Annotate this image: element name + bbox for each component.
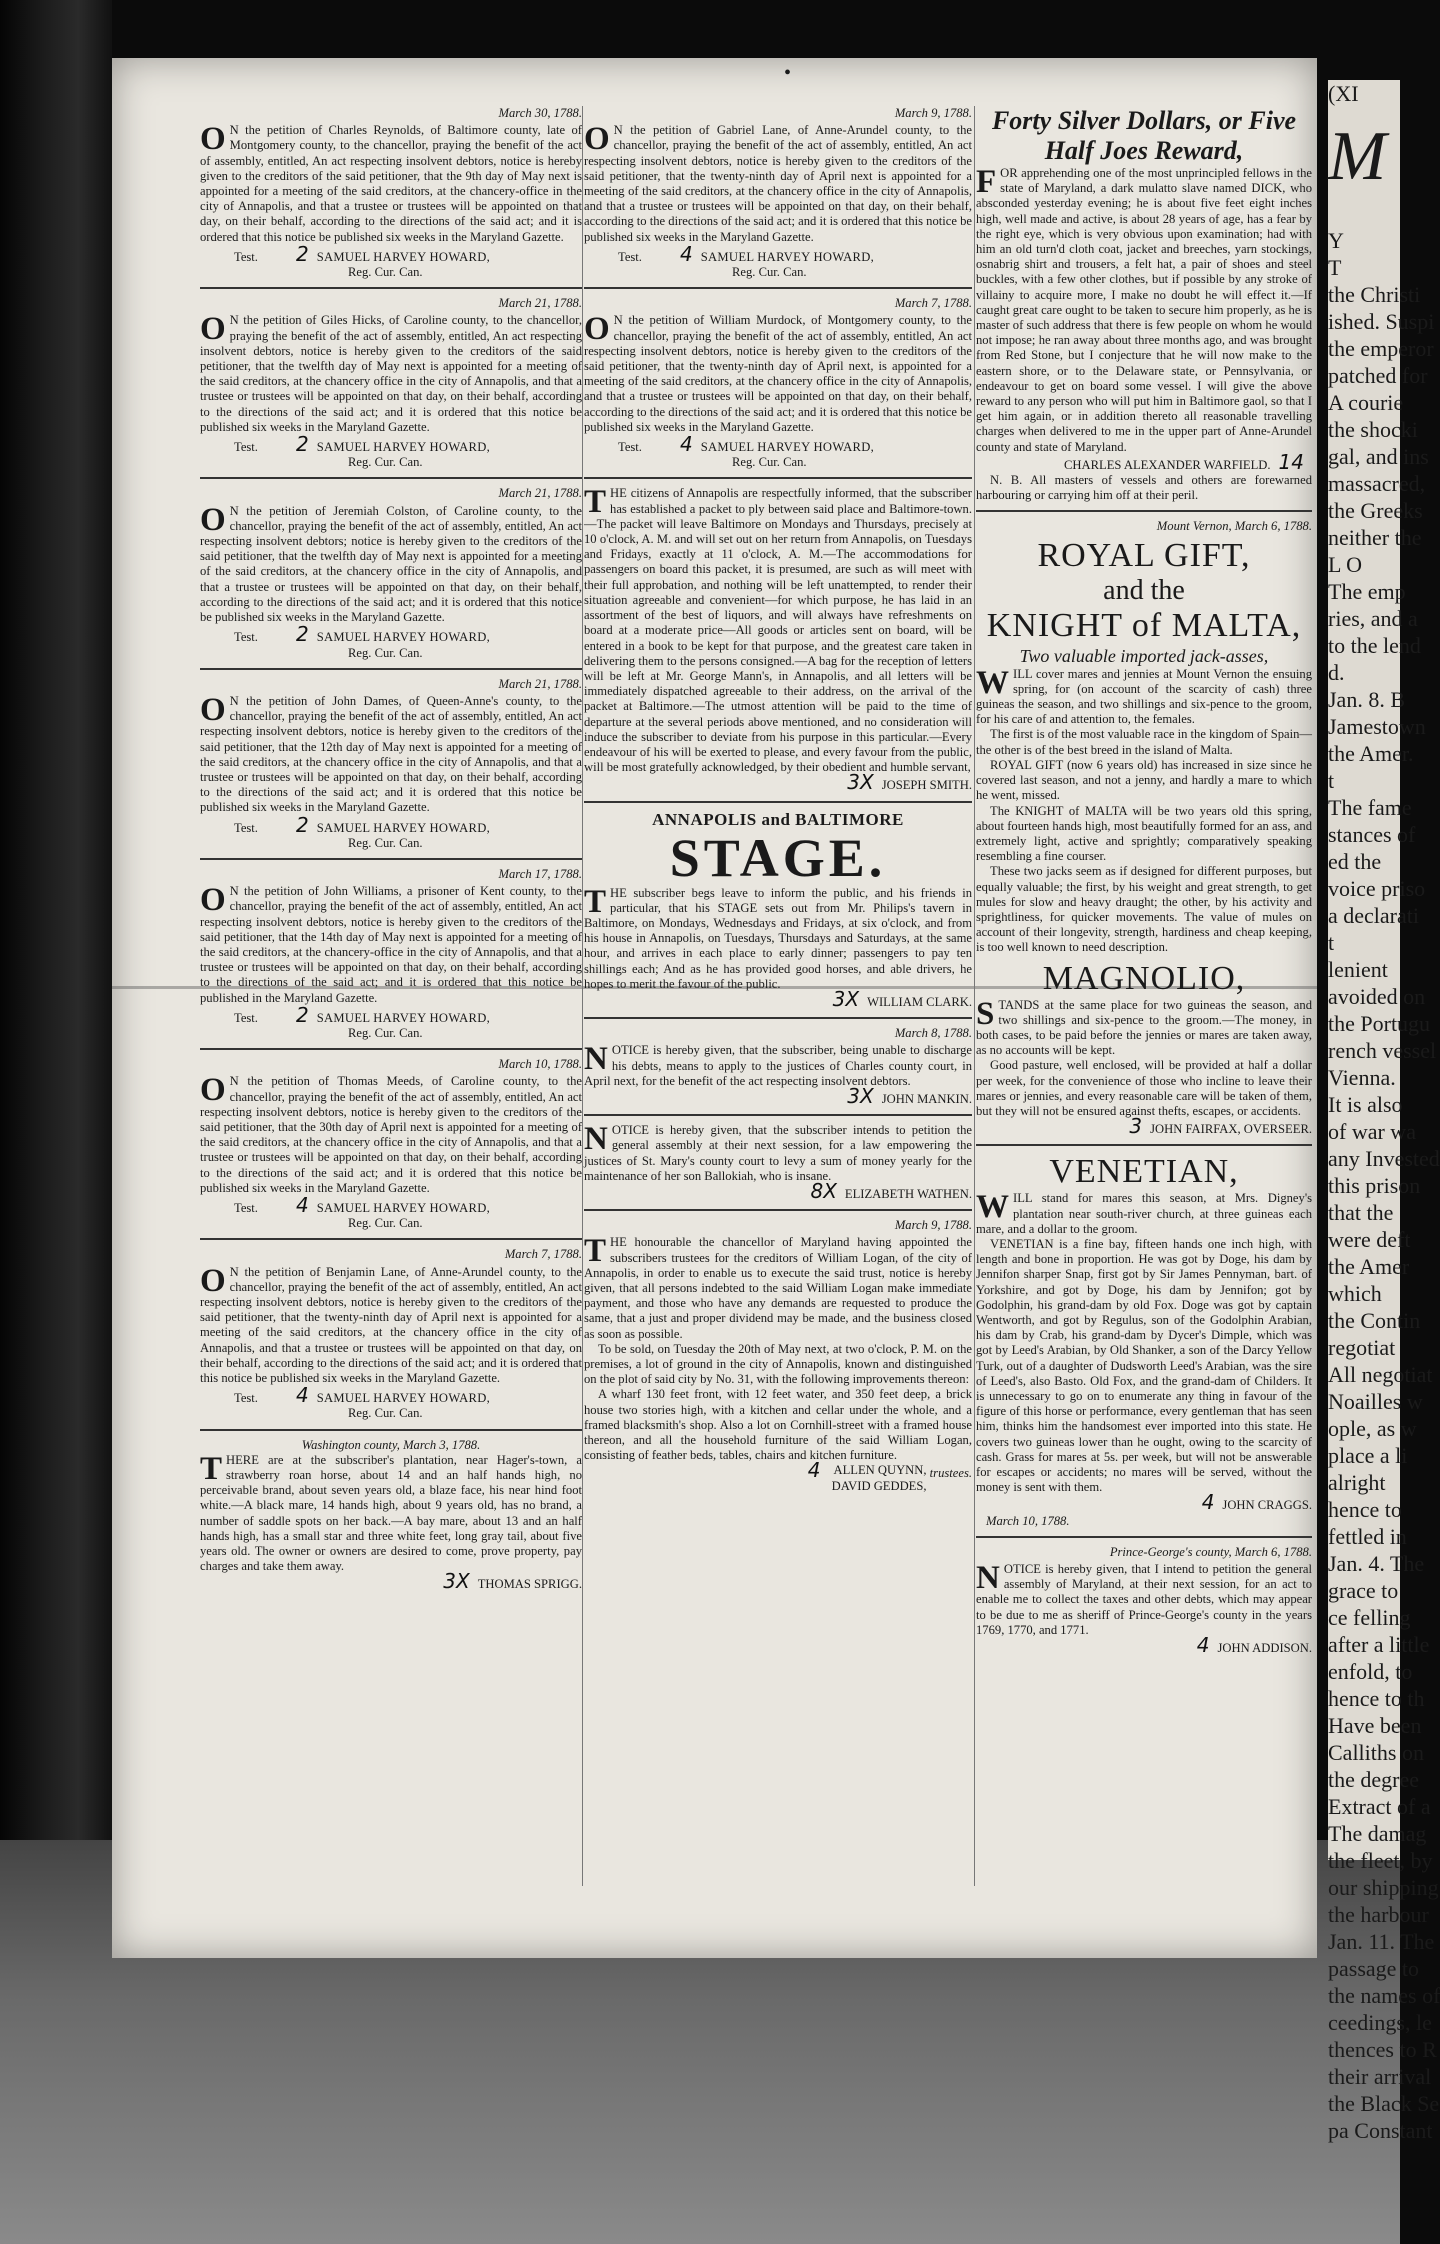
dateline: Mount Vernon, March 6, 1788.	[1156, 519, 1312, 534]
notice-date: March 21, 1788.	[498, 296, 582, 311]
adjacent-page-text: alright	[1328, 1470, 1386, 1495]
adjacent-page-text: L O	[1328, 552, 1363, 577]
stage-notice: ANNAPOLIS and BALTIMORE STAGE. THE subscriber begs leave to inform the public, and his friends in particular, that his STAGE sets out from Mr. Philips's tavern in Baltimore, on Mondays, Wednesdays and Fridays, at six o'clock, and from his house in Annapolis, on Tuesdays, Thursdays and Saturdays, at the same hour, and arrives in each place to early dinner; passengers to pay ten shillings each; And as he has provided good horses, and able drivers, he hopes to merit the favour of the public. 3X WILLIAM CLARK.	[584, 809, 972, 1011]
royal-gift-text-3: ROYAL GIFT (now 6 years old) has increased in size since he covered last season, and not a jenny, and hardly a mare to which he went, missed.	[976, 757, 1312, 803]
royal-gift-text-4: The KNIGHT of MALTA will be two years old this spring, about fourteen hands high, most beautifully formed for an ass, and extremely light, active and sprightly; comparatively speaking resembling a fine courser.	[976, 803, 1312, 864]
column-1	[200, 106, 582, 1597]
adjacent-page-text: t	[1328, 930, 1335, 955]
royal-gift-subtitle: Two valuable imported jack-asses,	[1019, 645, 1269, 666]
adjacent-page-text: the degree	[1328, 1767, 1419, 1792]
divider	[200, 668, 582, 670]
handwritten-mark: 2	[296, 241, 309, 266]
dateline: Prince-George's county, March 6, 1788.	[1109, 1544, 1312, 1559]
logan-property-text: A wharf 130 feet front, with 12 feet water, and 350 feet deep, a brick house two stories high, with a kitchen and cellar under the whole, and a framed blacksmith's shop. Also a lot on Cornhill-street with a framed house thereon, and all the household furniture of the said William Logan, consisting of feather beds, tables, chairs and kitchen furniture.	[584, 1387, 972, 1463]
adjacent-page-text: the Amer	[1328, 1254, 1410, 1279]
column-2	[584, 106, 972, 1498]
divider	[584, 1209, 972, 1211]
handwritten-mark: 2	[296, 432, 309, 457]
signer-title: Reg. Cur. Can.	[732, 455, 807, 470]
adjacent-page-text: ce felling	[1328, 1605, 1411, 1630]
adjacent-page-text: Jan. 8. B	[1328, 687, 1405, 712]
adjacent-page-text: our shipping	[1328, 1875, 1439, 1900]
adjacent-page-text: the names of	[1328, 1983, 1440, 2008]
signer-title: Reg. Cur. Can.	[348, 265, 423, 280]
adjacent-page-text: passage to	[1328, 1956, 1420, 1981]
adjacent-page-text: All negotiat	[1328, 1362, 1433, 1387]
adjacent-page-text: The emp	[1328, 579, 1406, 604]
handwritten-mark: 14	[1278, 449, 1304, 474]
signer: SAMUEL HARVEY HOWARD,	[316, 1010, 491, 1025]
stray-horse-notice	[200, 1438, 582, 1593]
adjacent-page-text: The fame	[1328, 795, 1412, 820]
notice-text: N the petition of John Dames, of Queen-Anne's county, to the chancellor, praying the benefit of the act of assembly, entitled, An act respecting insolvent debtors, notice is hereby given to the creditors of the said petitioner, that the 12th day of May next is appointed for a meeting of the said creditors, at the chancery office in the city of Annapolis, and that a trustee or trustees will be appointed on that day, on their behalf, according to the directions of the said act; and it is ordered that this notice be published six weeks in the Maryland Gazette.	[200, 693, 582, 815]
handwritten-mark: 3X	[847, 1083, 874, 1108]
drop-cap: O	[200, 1262, 226, 1299]
drop-cap: O	[200, 121, 226, 158]
drop-cap: O	[200, 691, 226, 728]
signer-title: Reg. Cur. Can.	[348, 455, 423, 470]
adjacent-page-text: the Greeks	[1328, 498, 1423, 523]
signer: SAMUEL HARVEY HOWARD,	[316, 630, 491, 645]
notice-text: N the petition of Charles Reynolds, of Baltimore county, late of Montgomery county, to the chancellor, praying the benefit of the act of assembly, entitled, An act respecting insolvent debtors, notice is hereby given to the creditors of the said petitioner, that the 9th day of May next is appointed for a meeting of the said creditors, at the chancery-office in the city of Annapolis, and that a trustee or trustees will be appointed on that day, on their behalf, according to the directions of the said act; and it is ordered that this notice be published six weeks in the Maryland Gazette.	[200, 123, 582, 244]
test-label: Test.	[234, 630, 258, 645]
reward-subheadline: Half Joes Reward,	[1044, 136, 1244, 165]
column-3	[976, 106, 1312, 1660]
divider	[200, 1238, 582, 1240]
handwritten-mark: 2	[296, 622, 309, 647]
notice-date: March 7, 1788.	[894, 296, 972, 311]
packet-notice: THE citizens of Annapolis are respectfully informed, that the subscriber has established a packet to ply between said place and Baltimore-town.—The packet will leave Baltimore on Mondays and Thursdays, precisely at 10 o'clock, A. M. and will set out on her return from Annapolis, on Tuesdays and Fridays, exactly at 11 o'clock, A. M.—The accommodations for passengers on board this packet, it is presumed, are such as will meet with their full approbation, and nothing will be left unattempted, to render their situation agreeable and convenient—for which purpose, he has laid in an assortment of the best of liquors, and will always have refreshments on board at a moderate price—All goods or articles sent on board, will be entered in a book to be kept for that purpose, and the greatest care taken in delivering them to the persons consigned.—A bag for the reception of letters will be left at Mr. George Mann's, in Annapolis, and all letters will be immediately dispatched agreeable to their address, on the arrival of the packet at Baltimore.—The utmost attention will be paid to the time of departure at the several periods above mentioned, and no consideration will induce the subscriber to deviate from his purpose in this particular.—Every endeavour of his will be exerted to please, and every favour from the public, will be most gratefully acknowledged, by their obedient and humble servant, 3X JOSEPH SMITH.	[584, 484, 972, 795]
handwritten-mark: 3	[1129, 1114, 1143, 1139]
venetian-text: ILL stand for mares this season, at Mrs. Digney's plantation near south-river church, at three guineas each mare, and a dollar to the groom.	[976, 1191, 1312, 1236]
knight-of-malta-title: KNIGHT of MALTA,	[986, 606, 1302, 644]
insolvency-notice	[584, 296, 972, 470]
drop-cap: O	[200, 1072, 226, 1109]
adjacent-page-text: hence to th	[1328, 1686, 1425, 1711]
handwritten-mark: 4	[296, 1193, 309, 1217]
signer: JOHN FAIRFAX, OVERSEER.	[1150, 1122, 1312, 1137]
newspaper-page	[112, 58, 1317, 1958]
adjacent-page-text: which	[1328, 1281, 1382, 1306]
adjacent-page-text: gal, and ins	[1328, 444, 1429, 469]
test-label: Test.	[618, 249, 642, 264]
signer: CHARLES ALEXANDER WARFIELD.	[1064, 457, 1271, 472]
adjacent-page-text: this prison	[1328, 1173, 1421, 1198]
adjacent-page-text: patched for	[1328, 363, 1428, 388]
handwritten-mark: 3X	[832, 986, 860, 1011]
signer-title: Reg. Cur. Can.	[732, 265, 807, 280]
adjacent-page-text: a declarati	[1328, 903, 1419, 928]
drop-cap: T	[200, 1450, 223, 1487]
page-marker: •	[784, 62, 792, 84]
reward-nb: N. B. All masters of vessels and others are forewarned harbouring or carrying him off at their peril.	[976, 473, 1312, 503]
adjacent-page-text: Vienna.	[1328, 1065, 1396, 1090]
handwritten-mark: 3X	[443, 1569, 470, 1594]
stage-route: ANNAPOLIS and BALTIMORE	[652, 809, 904, 829]
notice-date: March 7, 1788.	[504, 1247, 582, 1262]
packet-text: HE citizens of Annapolis are respectfully informed, that the subscriber has established a packet to ply between said place and Baltimore-town.—The packet will leave Baltimore on Mondays and Thursdays, precisely at 10 o'clock, A. M. and will set out on her return from Annapolis, on Tuesdays and Fridays, exactly at 11 o'clock, A. M.—The accommodations for passengers on board this packet, it is presumed, are such as will meet with their full approbation, and nothing will be left unattempted, to render their situation agreeable and convenient—for which purpose, he has laid in an assortment of the best of liquors, and will always have refreshments on board at a moderate price—All goods or articles sent on board, will be entered in a book to be kept for that purpose, and the greatest care taken in delivering them to the persons consigned.—A bag for the reception of letters will be left at Mr. George Mann's, in Annapolis, and all letters will be immediately dispatched agreeable to their address, on the arrival of the packet at Baltimore.—The utmost attention will be paid to the time of departure at the several periods above mentioned, and no consideration will induce the subscriber to deviate from his purpose in this particular.—Every endeavour of his will be exerted to please, and every favour from the public, will be most gratefully acknowledged, by their obedient and humble servant,	[584, 486, 972, 775]
signer-title: Reg. Cur. Can.	[348, 835, 423, 850]
royal-gift-text-2: The first is of the most valuable race in the kingdom of Spain—the other is of the best breed in the island of Malta.	[976, 727, 1312, 757]
adjacent-page-text: any Invested	[1328, 1146, 1440, 1171]
insolvency-notice	[200, 296, 582, 470]
test-label: Test.	[234, 440, 258, 455]
adjacent-page-text: Have been	[1328, 1713, 1422, 1738]
divider	[976, 1536, 1312, 1538]
signer: DAVID GEDDES,	[831, 1478, 927, 1493]
signer: ELIZABETH WATHEN.	[844, 1186, 972, 1201]
column-rule	[974, 106, 975, 1886]
notice-text: N the petition of Gabriel Lane, of Anne-Arundel county, to the chancellor, praying the benefit of the act of assembly, entitled, An act respecting insolvent debtors, notice is hereby given to the creditors of the said petitioner, that the twenty-ninth day of April next is appointed for a meeting of the said creditors, at the chancery office in the city of Annapolis, and that a trustee or trustees will be appointed on that day, on their behalf, according to the directions of the said act; and it is ordered that this notice be published six weeks in the Maryland Gazette.	[584, 123, 972, 244]
adjacent-page-text: the Black Se	[1328, 2091, 1440, 2116]
magnolio-text-2: Good pasture, well enclosed, will be provided at half a dollar per week, for the convenience of those who incline to leave their mares or jennies, and every reasonable care will be taken of them, but they will not be ensured against thefts, escapes, or accidents.	[976, 1058, 1312, 1118]
royal-gift-and: and the	[1103, 574, 1185, 606]
adjacent-page-text: the emperor	[1328, 336, 1434, 361]
adjacent-page-text: the shocki	[1328, 417, 1418, 442]
signer: THOMAS SPRIGG.	[477, 1577, 582, 1592]
adjacent-page-text: Jan. 11. The	[1328, 1929, 1435, 1954]
reward-text: OR apprehending one of the most unprincipled fellows in the state of Maryland, a dark mulatto slave named DICK, who absconded yesterday evening; he is about five feet eight inches high, well made and active, is about 28 years of age, has a fear by the right eye, which is very obvious upon examination; had with him an old turn'd cloth coat, jacket and breeches, yarn stockings, osnabrig shirt and trousers, a felt hat, a pair of shoes and steel buckles, with a few other clothes, but if possible by any stroke of villainy to acquire more, I make no doubt he will effect it.—If caught great care ought to be taken to secure him properly, as he is master of such address that there is few people on whom he would not impose; he ran away about three months ago, and was brought from Red Stone, but I conjecture that he will now make to the eastern shore, or to the Delaware state, or Pennsylvania, or endeavour to get on board some vessel. I will give the above reward to any person who will put him in Baltimore gaol, so that I get him again, or in addition thereto all reasonable travelling charges when delivered to me in the upper part of Anne-Arundel county and state of Maryland.	[976, 166, 1312, 454]
adjacent-page-text: of war wa	[1328, 1119, 1416, 1144]
adjacent-page-text: that the	[1328, 1200, 1394, 1225]
test-label: Test.	[234, 249, 258, 264]
divider	[584, 801, 972, 803]
adjacent-page-text: Jamestown	[1328, 714, 1426, 739]
notice-text: N the petition of Giles Hicks, of Caroline county, to the chancellor, praying the benefit of the act of assembly, entitled, An act respecting insolvent debtors, notice is hereby given to the creditors of the said petitioner, that the twelfth day of May next is appointed for a meeting of the said creditors, at the chancery office in the city of Annapolis, and that a trustee or trustees will be appointed on that day, on their behalf, according to the directions of the said act; and it is ordered that this notice be published six weeks in the Maryland Gazette.	[200, 313, 582, 434]
adjacent-page-fragment	[1328, 80, 1440, 2143]
notice-date: March 8, 1788.	[894, 1026, 972, 1041]
column-rule	[582, 106, 583, 1886]
magnolio-title: MAGNOLIO,	[1042, 959, 1246, 997]
logan-notice: March 9, 1788. THE honourable the chancellor of Maryland having appointed the subscribers trustees for the creditors of William Logan, of the city of Annapolis, in order to enable us to execute the said trust, notice is hereby given, that all persons indebted to the said William Logan make immediate payment, and those who have any demands are requested to produce the same, that a just and proper dividend may be made, and the business closed as soon as possible. To be sold, on Tuesday the 20th of May next, at two o'clock, P. M. on the premises, a lot of ground in the city of Annapolis, known and distinguished on the plot of said city by No. 31, with the following improvements thereon: A wharf 130 feet front, with 12 feet water, and 350 feet deep, a brick house two stories high, with a kitchen and cellar under the whole, and a framed blacksmith's shop. Also a lot on Cornhill-street with a framed house thereon, and all the household furniture of the said William Logan, consisting of feather beds, tables, chairs and kitchen furniture. 4 ALLEN QUYNN, DAVID GEDDES, trustees.	[584, 1218, 972, 1493]
logan-sale-text: To be sold, on Tuesday the 20th of May next, at two o'clock, P. M. on the premises, a lot of ground in the city of Annapolis, known and distinguished on the plot of said city by No. 31, with the following improvements thereon:	[584, 1341, 972, 1387]
divider	[584, 1114, 972, 1116]
signer: WILLIAM CLARK.	[867, 994, 972, 1009]
divider	[976, 1144, 1312, 1146]
handwritten-mark: 3X	[847, 770, 874, 795]
notice-date: March 10, 1788.	[498, 1057, 582, 1072]
adjacent-page-text: Y	[1328, 228, 1344, 253]
signer-title: Reg. Cur. Can.	[348, 1216, 423, 1231]
adjacent-page-text: pa Constant	[1328, 2118, 1433, 2143]
adjacent-page-text: It is also	[1328, 1092, 1403, 1117]
royal-gift-title: ROYAL GIFT,	[1037, 536, 1251, 574]
adjacent-page-text: lenient	[1328, 957, 1388, 982]
insolvency-notice	[200, 677, 582, 851]
adjacent-page-text: massacred,	[1328, 471, 1426, 496]
signer: SAMUEL HARVEY HOWARD,	[316, 249, 491, 264]
divider	[584, 1017, 972, 1019]
signer: SAMUEL HARVEY HOWARD,	[700, 440, 875, 455]
adjacent-page-text: fettled in	[1328, 1524, 1407, 1549]
signer: JOHN MANKIN.	[881, 1091, 972, 1106]
logan-text: HE honourable the chancellor of Maryland having appointed the subscribers trustees for the creditors of William Logan, of the city of Annapolis, in order to enable us to execute the said trust, notice is hereby given, that all persons indebted to the said William Logan make immediate payment, and those who have any demands are requested to produce the same, that a just and proper dividend may be made, and the business closed as soon as possible.	[584, 1235, 972, 1341]
divider	[200, 858, 582, 860]
venetian-text-2: VENETIAN is a fine bay, fifteen hands one inch high, with length and bone in proportion. He was got by Doge, his dam by Jennifon sharper Snap, first got by Sir James Pennyman, bart. of Yorkshire, and got by Doge, his dam by Jennifon; got by Godolphin, his grand-dam by old Fox. Doge was got by captain Wentworth, and got by Regulus, son of the Godolphin Arabian, his dam by Crab, his grand-dam by Dycer's Dimple, which was got by Leed's Arabian, by Old Shanker, a son of the Darcy Yellow Turk, out of a daughter of Dudsworth Leed's Arabian, was the sire of Leed's, also Basto. Old Fox, and the grand-dam of Childers. It is unnecessary to go on to enumerate any thing in favour of the figure of this horse or performance, every gentleman that has seen him, thinks him the handsomest ever imported into this state. He covers two guineas lower than he ought, owing to the scarcity of cash. Grass for mares at 5s. per week, but will not be answerable for escapes or accidents; no mares will be served, without the money is sent with them.	[976, 1236, 1312, 1495]
adjacent-page-text: Extract of a	[1328, 1794, 1431, 1819]
adjacent-page-text: rench vessel	[1328, 1038, 1437, 1063]
adjacent-page-text: the Amer.	[1328, 741, 1414, 766]
signer: JOHN CRAGGS.	[1222, 1498, 1312, 1513]
test-label: Test.	[234, 820, 258, 835]
divider	[584, 287, 972, 289]
adjacent-page-text: Calliths on	[1328, 1740, 1424, 1765]
test-label: Test.	[618, 440, 642, 455]
stray-horse-text: HERE are at the subscriber's plantation, near Hager's-town, a strawberry roan horse, about 14 and an half hands high, no perceivable brand, about seven years old, a blaze face, his near hind foot white.—A black mare, 14 hands high, about 9 years old, has no brand, a number of saddle spots on her back.—A bay mare, about 13 and an half hands high, has a small star and three white feet, long gray tail, about five years old. The owner or owners are desired to come, prove property, pay charges and take them away.	[200, 1452, 582, 1574]
handwritten-mark: 4	[680, 241, 693, 266]
notice-date: March 21, 1788.	[498, 486, 582, 501]
addison-text: OTICE is hereby given, that I intend to petition the general assembly of Maryland, at their next session, for an act to enable me to collect the taxes and other debts, which may appear to be due to me as sheriff of Prince-George's county in the years 1769, 1770, and 1771.	[976, 1562, 1312, 1637]
signer: JOSEPH SMITH.	[881, 778, 972, 793]
mankin-text: OTICE is hereby given, that the subscriber, being unable to discharge his debts, means to apply to the justices of Charles county court, in April next, for the benefit of the act respecting insolvent debtors.	[584, 1043, 972, 1088]
adjacent-page-text: the Christi	[1328, 282, 1421, 307]
wathen-text: OTICE is hereby given, that the subscriber intends to petition the general assembly at their next session, for a law empowering the justices of St. Mary's county court to levy a sum of money yearly for the maintenance of her son Ballokiah, who is insane.	[584, 1123, 972, 1183]
divider	[200, 1048, 582, 1050]
signer: SAMUEL HARVEY HOWARD,	[700, 249, 875, 264]
test-label: Test.	[234, 1391, 258, 1406]
handwritten-mark: 4	[296, 1383, 309, 1408]
adjacent-page-text: ed the	[1328, 849, 1382, 874]
notice-date: March 30, 1788.	[498, 106, 582, 120]
addison-notice: Prince-George's county, March 6, 1788. NOTICE is hereby given, that I intend to petition the general assembly of Maryland, at their next session, for an act to enable me to collect the taxes and other debts, which may appear to be due to me as sheriff of Prince-George's county in the years 1769, 1770, and 1771. 4 JOHN ADDISON.	[976, 1544, 1312, 1658]
handwritten-mark: 4	[680, 432, 693, 457]
adjacent-page-text: enfold, to	[1328, 1659, 1413, 1684]
adjacent-page-text: the fleet, by	[1328, 1848, 1433, 1873]
insolvency-notice	[200, 1057, 582, 1231]
reward-notice: Forty Silver Dollars, or Five Half Joes Reward, FOR apprehending one of the most unprincipled fellows in the state of Maryland, a dark mulatto slave named DICK, who absconded yesterday evening; he is about five feet eight inches high, well made and active, is about 28 years of age, has a fear by the right eye, which is very obvious upon examination; had with him an old turn'd cloth coat, jacket and breeches, yarn stockings, osnabrig shirt and trousers, a felt hat, a pair of shoes and steel buckles, with a few other clothes, but if possible by any stroke of villainy to acquire more, I make no doubt he will effect it.—If caught great care ought to be taken to secure him properly, as he is master of such address that there is few people on whom he would not impose; he ran away about three months ago, and was brought from Red Stone, but I conjecture that he will now make to the eastern shore, or to the Delaware state, or Pennsylvania, or endeavour to get on board some vessel. I will give the above reward to any person who will put him in Baltimore gaol, so that I get him again, or in addition thereto all reasonable travelling charges when delivered to me in the upper part of Anne-Arundel county and state of Maryland. CHARLES ALEXANDER WARFIELD. 14 N. B. All masters of vessels and others are forewarned harbouring or carrying him off at their peril.	[976, 106, 1312, 503]
notice-date: March 17, 1788.	[498, 866, 582, 881]
royal-gift-text: ILL cover mares and jennies at Mount Vernon the ensuing spring, for (on account of the scarcity of cash) three guineas the season, and two shillings and six-pence to the groom, for his care of and attention to, the females.	[976, 666, 1312, 727]
signer: SAMUEL HARVEY HOWARD,	[316, 820, 491, 835]
adjacent-page-text: stances of	[1328, 822, 1416, 847]
adjacent-page-text: were deft	[1328, 1227, 1411, 1252]
dateline: Washington county, March 3, 1788.	[301, 1437, 481, 1452]
notice-text: N the petition of Benjamin Lane, of Anne-Arundel county, to the chancellor, praying the benefit of the act of assembly, entitled, An act respecting insolvent debtors, notice is hereby given to the creditors of the said petitioner, that the twenty-ninth day of April next is appointed for a meeting of the said creditors, at the chancery office in the city of Annapolis, and that a trustee or trustees will be appointed on that day, on their behalf, according to the directions of the said act; and it is ordered that this notice be published six weeks in the Maryland Gazette.	[200, 1264, 582, 1386]
adjacent-page-text: place a li	[1328, 1443, 1408, 1468]
adjacent-page-text: Noailles w	[1328, 1389, 1423, 1414]
signer: JOHN ADDISON.	[1217, 1641, 1312, 1656]
adjacent-page-text: The damag	[1328, 1821, 1427, 1846]
drop-cap: O	[200, 882, 226, 919]
adjacent-page-text: their arrival	[1328, 2064, 1432, 2089]
adjacent-page-text: the harbour	[1328, 1902, 1429, 1927]
signer-title: Reg. Cur. Can.	[348, 1025, 423, 1040]
royal-gift-notice: Mount Vernon, March 6, 1788. ROYAL GIFT, and the KNIGHT of MALTA, Two valuable imported jack-asses, WILL cover mares and jennies at Mount Vernon the ensuing spring, for (on account of the scarcity of cash) three guineas the season, and two shillings and six-pence to the groom, for his care of and attention to, the females. The first is of the most valuable race in the kingdom of Spain—the other is of the best breed in the island of Malta. ROYAL GIFT (now 6 years old) has increased in size since he covered last season, and not a jenny, and hardly a mare to which he went, missed. The KNIGHT of MALTA will be two years old this spring, about fourteen hands high, most beautifully formed for an ass, and extremely light, active and sprightly; comparatively speaking resembling a fine courser. These two jacks seem as if designed for different purposes, but equally valuable; the first, by his weight and great strength, to get mules for slow and heavy draught; the other, by his activity and sprightliness, for quicker movements. The value of mules on account of their longevity, strength, hardiness and cheap keeping, is too well known to need description.	[976, 519, 1312, 955]
signer: SAMUEL HARVEY HOWARD,	[316, 1201, 491, 1215]
drop-cap: O	[200, 501, 226, 538]
royal-gift-text-5: These two jacks seem as if designed for different purposes, but equally valuable; the first, by his weight and great strength, to get mules for slow and heavy draught; the other, by his activity and sprightliness, for quicker movements. The value of mules on account of their longevity, strength, hardiness and cheap keeping, is too well known to need description.	[976, 864, 1312, 955]
stage-title: STAGE.	[669, 827, 887, 888]
signer-role: trustees.	[929, 1466, 972, 1481]
adjacent-page-text: voice priso	[1328, 876, 1426, 901]
insolvency-notice	[200, 486, 582, 660]
handwritten-mark: 2	[296, 1002, 309, 1027]
notice-text: N the petition of Jeremiah Colston, of Caroline county, to the chancellor, praying the benefit of the act of assembly, entitled, An act respecting insolvent debtors; notice is hereby given to the creditors of the said petitioner, that the twelfth day of May next is appointed for a meeting of the said creditors, at the chancery office in the city of Annapolis, and that a trustee or trustees will be appointed on that day, on their behalf, according to the directions of the said act; and it is ordered that this notice be published six weeks in the Maryland Gazette.	[200, 503, 582, 625]
adjacent-page-text: ries, and a	[1328, 606, 1418, 631]
signer-title: Reg. Cur. Can.	[348, 645, 423, 660]
handwritten-mark: 4	[1201, 1490, 1215, 1515]
handwritten-mark: 4	[1196, 1633, 1210, 1658]
signer: ALLEN QUYNN,	[833, 1463, 927, 1478]
adjacent-page-text: grace to	[1328, 1578, 1399, 1603]
notice-text: N the petition of William Murdock, of Montgomery county, to the chancellor, praying the benefit of the act of assembly, entitled, An act respecting insolvent debtors, notice is hereby given to the creditors of the said petitioner, that the twenty-ninth day of April next, is appointed for a meeting of the said creditors, at the chancery office in the city of Annapolis, and that a trustee or trustees will be appointed on that day, on their behalf, according to the directions of the said act; and it is ordered that this notice be published six weeks in the Maryland Gazette.	[584, 313, 972, 434]
notice-date: March 21, 1788.	[498, 676, 582, 691]
adjacent-page-text: hence to	[1328, 1497, 1402, 1522]
adjacent-page-text: ople, as w	[1328, 1416, 1417, 1441]
adjacent-page-text: (XI	[1328, 81, 1359, 106]
drop-cap: O	[584, 121, 610, 158]
insolvency-notice	[200, 1247, 582, 1421]
mankin-notice: March 8, 1788. NOTICE is hereby given, that the subscriber, being unable to discharge his debts, means to apply to the justices of Charles county court, in April next, for the benefit of the act respecting insolvent debtors. 3X JOHN MANKIN.	[584, 1026, 972, 1108]
test-label: Test.	[234, 1201, 258, 1215]
notice-text: N the petition of John Williams, a prisoner of Kent county, to the chancellor, praying the benefit of the act of assembly, entitled, An act respecting insolvent debtors, notice is hereby given to the creditors of the said petitioner, that the 14th day of May next is appointed for a meeting of the said creditors, at the chancery-office in the city of Annapolis, and that a trustee or trustees will be appointed on that day, on their behalf, according to the directions of the said act; and it is ordered that this notice be published in the Maryland Gazette.	[200, 884, 582, 1005]
adjacent-page-text: A courie	[1328, 390, 1404, 415]
insolvency-notice	[200, 867, 582, 1041]
venetian-notice: VENETIAN, WILL stand for mares this season, at Mrs. Digney's plantation near south-river church, at three guineas each mare, and a dollar to the groom. VENETIAN is a fine bay, fifteen hands one inch high, with length and bone in proportion. He was got by Doge, his dam by Jennifon sharper Snap, first got by Sir James Pennyman, bart. of Yorkshire, and got by Doge, his dam by Jennifon; got by Godolphin, his grand-dam by old Fox. Doge was got by captain Wentworth, and got by Regulus, son of the Godolphin Arabian, his dam by Crab, his grand-dam by Dycer's Dimple, which was got by Leed's Arabian, by Old Shanker, a son of the Darcy Yellow Turk, out of a daughter of Dudsworth Leed's Arabian, was the sire of Leed's, also Basto. Old Fox, and the grand-dam of Childers. It is unnecessary to go on to enumerate any thing in favour of the figure of this horse or performance, every gentleman that has seen him, thinks him the handsomest ever imported into this state. He covers two guineas lower than he ought, owing to the scarcity of cash. Grass for mares at 5s. per week, but will not be answerable for escapes or accidents; no mares will be served, without the money is sent with them. 4 JOHN CRAGGS. March 10, 1788.	[976, 1153, 1312, 1528]
divider	[200, 287, 582, 289]
insolvency-notice	[584, 106, 972, 280]
adjacent-page-text: M	[1328, 118, 1387, 195]
notice-date: March 10, 1788.	[986, 1513, 1070, 1528]
adjacent-page-text: ished. Suspi	[1328, 309, 1435, 334]
adjacent-page-text: thences to R	[1328, 2037, 1437, 2062]
signer: SAMUEL HARVEY HOWARD,	[316, 1391, 491, 1406]
magnolio-text: TANDS at the same place for two guineas the season, and two shillings and six-pence to the groom.—The money, in both cases, to be paid before the jennies or mares are taken away, as no accounts will be kept.	[976, 997, 1312, 1058]
handwritten-mark: 8X	[810, 1178, 837, 1203]
drop-cap: O	[200, 311, 226, 348]
notice-date: March 9, 1788.	[894, 106, 972, 120]
adjacent-page-text: d.	[1328, 660, 1345, 685]
drop-cap: O	[584, 311, 610, 348]
adjacent-page-text: neither the	[1328, 525, 1422, 550]
adjacent-page-text: to the lend	[1328, 633, 1421, 658]
adjacent-page-text: regotiat	[1328, 1335, 1396, 1360]
adjacent-page-text: t	[1328, 768, 1335, 793]
notice-text: N the petition of Thomas Meeds, of Caroline county, to the chancellor, praying the benefit of the act of assembly, entitled, An act respecting insolvent debtors, notice is hereby given to the creditors of the said petitioner, that the 30th day of April next is appointed for a meeting of the said creditors, at the chancery office in the city of Annapolis, and that a trustee or trustees will be appointed on that day, on their behalf, according to the directions of the said act; and it is ordered that this notice be published six weeks in the Maryland Gazette.	[200, 1074, 582, 1195]
handwritten-mark: 4	[807, 1458, 821, 1483]
wathen-notice: NOTICE is hereby given, that the subscriber intends to petition the general assembly at their next session, for a law empowering the justices of St. Mary's county court to levy a sum of money yearly for the maintenance of her son Ballokiah, who is insane. 8X ELIZABETH WATHEN.	[584, 1121, 972, 1203]
reward-headline: Forty Silver Dollars, or Five	[991, 106, 1297, 135]
divider	[200, 1429, 582, 1431]
adjacent-page-text: ceedings, le	[1328, 2010, 1432, 2035]
adjacent-page-text: the Portugu	[1328, 1011, 1431, 1036]
adjacent-page-text: Jan. 4. The	[1328, 1551, 1425, 1576]
test-label: Test.	[234, 1010, 258, 1025]
magnolio-notice: MAGNOLIO, STANDS at the same place for two guineas the season, and two shillings and six-pence to the groom.—The money, in both cases, to be paid before the jennies or mares are taken away, as no accounts will be kept. Good pasture, well enclosed, will be provided at half a dollar per week, for the convenience of those who incline to leave their mares or jennies, and every reasonable care will be taken of them, but they will not be ensured against thefts, escapes, or accidents. 3 JOHN FAIRFAX, OVERSEER.	[976, 959, 1312, 1139]
handwritten-mark: 2	[296, 812, 309, 837]
adjacent-page-text: the Contin	[1328, 1308, 1421, 1333]
divider	[584, 477, 972, 479]
divider	[976, 510, 1312, 512]
adjacent-page-text: after a little	[1328, 1632, 1430, 1657]
signer: SAMUEL HARVEY HOWARD,	[316, 440, 491, 455]
venetian-title: VENETIAN,	[1049, 1153, 1239, 1191]
insolvency-notice	[200, 106, 582, 280]
stage-text: HE subscriber begs leave to inform the public, and his friends in particular, that his STAGE sets out from Mr. Philips's tavern in Baltimore, on Mondays, Wednesdays and Fridays, at six o'clock, and from his house in Annapolis, on Tuesdays, Thursdays and Saturdays, at the same hour, and arrives in each place to early dinner; passengers to pay ten shillings each; And as he has provided good horses, and able drivers, he hopes to merit the favour of the public.	[584, 885, 972, 991]
adjacent-page-text: avoided on	[1328, 984, 1426, 1009]
divider	[200, 477, 582, 479]
notice-date: March 9, 1788.	[894, 1218, 972, 1233]
signer-title: Reg. Cur. Can.	[348, 1406, 423, 1421]
adjacent-page-text: T	[1328, 255, 1342, 280]
